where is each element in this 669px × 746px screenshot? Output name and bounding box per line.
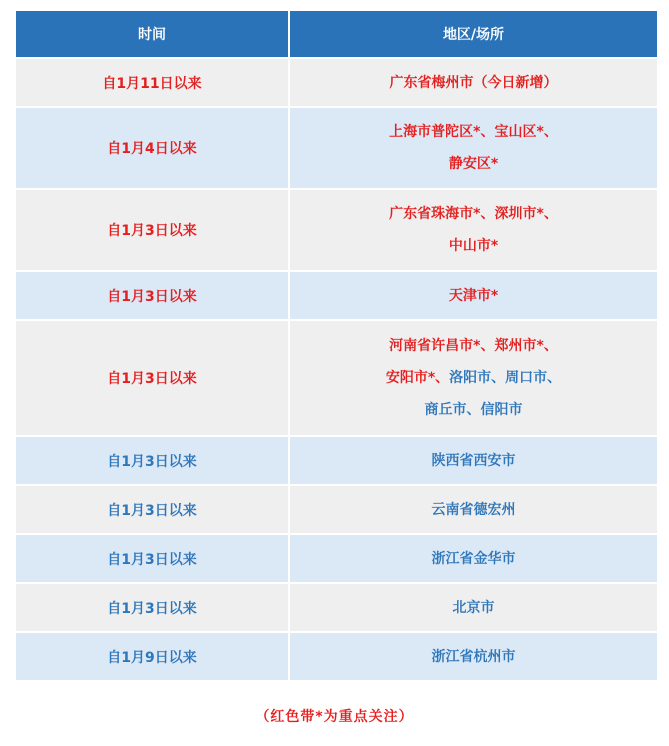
row-place	[290, 633, 657, 680]
table-row	[16, 190, 657, 270]
row-place	[290, 190, 657, 270]
row-place	[290, 108, 657, 188]
table-row	[16, 321, 657, 435]
row-time: 自1月9日以来	[16, 633, 288, 680]
row-time: 自1月3日以来	[16, 190, 288, 270]
footnote: （红色带*为重点关注）	[255, 709, 414, 725]
place-line: 商丘市、信阳市	[424, 402, 523, 418]
place-line: 广东省梅州市（今日新增）	[389, 74, 558, 91]
row-place	[290, 584, 657, 631]
row-time: 自1月3日以来	[16, 535, 288, 582]
place-line: 陕西省西安市	[431, 452, 516, 469]
table-row	[16, 535, 657, 582]
place-line: 静安区*	[448, 156, 499, 172]
place-line: 北京市	[452, 599, 495, 616]
row-time: 自1月3日以来	[16, 272, 288, 319]
table-row	[16, 108, 657, 188]
row-place	[290, 535, 657, 582]
place-line: 浙江省杭州市	[431, 648, 516, 665]
place-line: 天津市*	[448, 287, 499, 304]
place-line: 上海市普陀区*、宝山区*、	[389, 124, 558, 140]
row-time: 自1月3日以来	[16, 486, 288, 533]
row-place	[290, 272, 657, 319]
row-place	[290, 437, 657, 484]
row-place	[290, 486, 657, 533]
header-place: 地区/场所	[290, 11, 657, 57]
row-time: 自1月4日以来	[16, 108, 288, 188]
table-header-row	[16, 11, 657, 57]
place-line: 浙江省金华市	[431, 550, 516, 567]
row-place	[290, 321, 657, 435]
row-time: 自1月11日以来	[16, 59, 288, 106]
table-row	[16, 437, 657, 484]
place-line: 中山市*	[448, 238, 499, 254]
table-row	[16, 633, 657, 680]
risk-area-table-container	[14, 9, 657, 682]
row-time: 自1月3日以来	[16, 584, 288, 631]
header-time: 时间	[16, 11, 288, 57]
place-line: 云南省德宏州	[431, 501, 516, 518]
row-time: 自1月3日以来	[16, 321, 288, 435]
table-row	[16, 272, 657, 319]
row-time: 自1月3日以来	[16, 437, 288, 484]
risk-area-table	[14, 9, 659, 682]
row-place	[290, 59, 657, 106]
place-line: 广东省珠海市*、深圳市*、	[389, 206, 558, 222]
place-segment: 洛阳市、周口市、	[449, 370, 562, 386]
place-line	[290, 362, 657, 394]
place-segment-key: 安阳市*、	[385, 370, 450, 386]
place-line: 河南省许昌市*、郑州市*、	[389, 338, 558, 354]
table-row	[16, 59, 657, 106]
table-row	[16, 584, 657, 631]
table-row	[16, 486, 657, 533]
